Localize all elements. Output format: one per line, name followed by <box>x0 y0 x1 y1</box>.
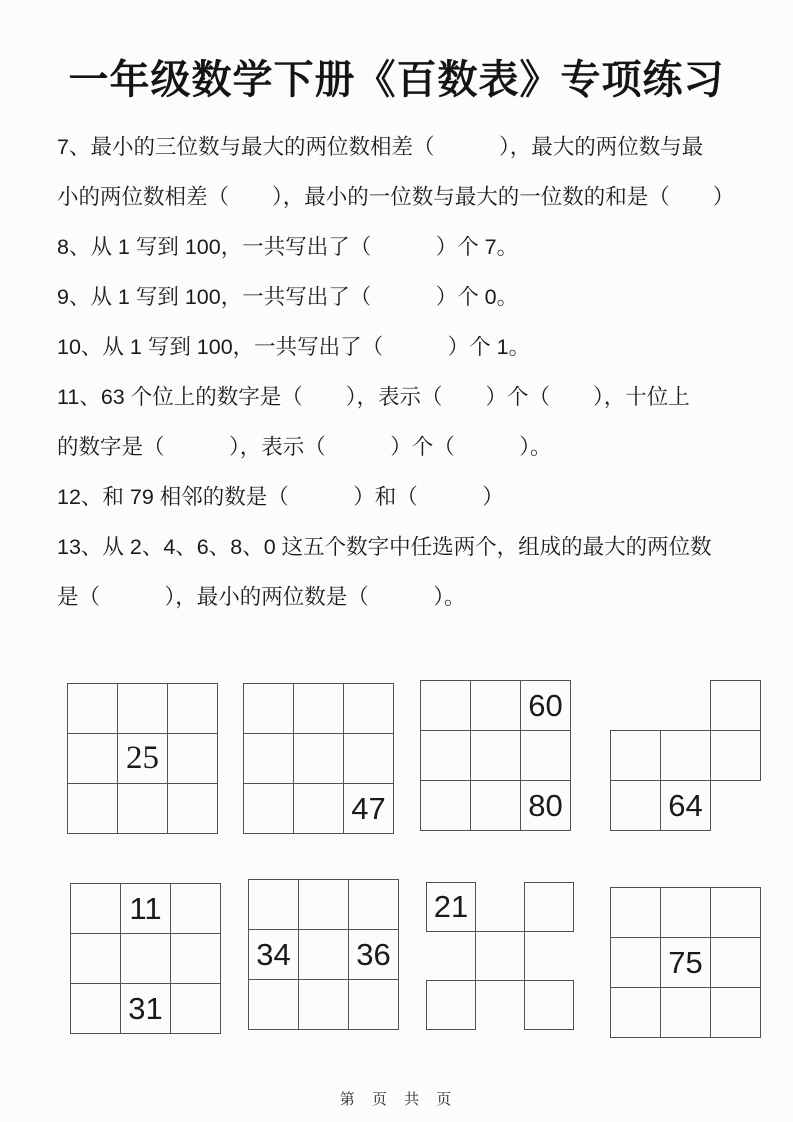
grid-cell-empty <box>299 930 349 980</box>
grid-cell-empty <box>168 684 218 734</box>
grid-cell-empty <box>661 731 711 781</box>
grid-cell-empty <box>421 731 471 781</box>
grid-cell-empty <box>71 884 121 934</box>
grid-cell-filled: 21 <box>427 883 476 932</box>
grid-cell-filled: 47 <box>344 784 394 834</box>
grid-cell-filled: 60 <box>521 681 571 731</box>
grid-cell-empty <box>471 681 521 731</box>
grid-cell-empty <box>349 880 399 930</box>
grid-cell-filled: 75 <box>661 938 711 988</box>
grid-cell-empty <box>299 980 349 1030</box>
grid-cell-empty <box>71 984 121 1034</box>
questions-section <box>57 122 747 622</box>
grid-8 <box>610 887 761 1038</box>
grid-cell-empty <box>525 981 574 1030</box>
grid-cell-empty <box>168 734 218 784</box>
grid-cell-empty <box>521 731 571 781</box>
question-11 <box>57 372 747 472</box>
grid-cell-empty <box>171 884 221 934</box>
grid-cell-empty <box>611 938 661 988</box>
grid-cell-empty <box>711 888 761 938</box>
grid-cell-empty <box>68 784 118 834</box>
grid-cell-empty <box>476 932 525 981</box>
page-footer: 第 页 共 页 <box>339 1091 454 1108</box>
grid-cell-empty <box>611 731 661 781</box>
grid-4 <box>610 680 761 831</box>
question-12 <box>57 472 747 522</box>
grid-cell-empty <box>427 981 476 1030</box>
question-8 <box>57 222 747 272</box>
grid-cell-empty <box>249 980 299 1030</box>
grid-cell-empty <box>244 734 294 784</box>
grid-cell-empty <box>121 934 171 984</box>
question-line: 8、从 1 写到 100，一共写出了（ ）个 7。 <box>57 235 519 259</box>
page-title: 一年级数学下册《百数表》专项练习 <box>68 58 725 102</box>
question-line: 是（ ），最小的两位数是（ ）。 <box>57 585 466 609</box>
grid-cell-filled: 64 <box>661 781 711 831</box>
grid-gap <box>711 781 761 831</box>
grid-cell-filled: 31 <box>121 984 171 1034</box>
grid-6 <box>248 879 399 1030</box>
grid-gap <box>661 681 711 731</box>
grid-cell-filled: 11 <box>121 884 171 934</box>
grid-cell-empty <box>611 988 661 1038</box>
grid-gap <box>525 932 574 981</box>
grid-cell-empty <box>711 988 761 1038</box>
grid-cell-filled: 80 <box>521 781 571 831</box>
question-line: 11、63 个位上的数字是（ ），表示（ ）个（ ），十位上 <box>57 385 690 409</box>
grid-cell-empty <box>471 781 521 831</box>
grid-cell-empty <box>294 734 344 784</box>
grid-cell-empty <box>244 784 294 834</box>
grid-cell-empty <box>294 684 344 734</box>
question-line: 13、从 2、4、6、8、0 这五个数字中任选两个，组成的最大的两位数 <box>57 535 712 559</box>
grid-gap <box>476 981 525 1030</box>
grid-cell-empty <box>244 684 294 734</box>
grid-7 <box>426 882 574 1030</box>
question-line: 7、最小的三位数与最大的两位数相差（ ），最大的两位数与最 <box>57 135 704 159</box>
question-13 <box>57 522 747 622</box>
question-line: 12、和 79 相邻的数是（ ）和（ ） <box>57 485 504 509</box>
grid-1 <box>67 683 218 834</box>
grid-cell-empty <box>421 781 471 831</box>
grid-cell-empty <box>68 734 118 784</box>
grid-cell-empty <box>525 883 574 932</box>
grid-cell-empty <box>299 880 349 930</box>
grid-cell-empty <box>71 934 121 984</box>
grid-cell-empty <box>68 684 118 734</box>
question-line: 的数字是（ ），表示（ ）个（ ）。 <box>57 435 552 459</box>
grid-cell-empty <box>471 731 521 781</box>
grid-gap <box>476 883 525 932</box>
question-10 <box>57 322 747 372</box>
grid-gap <box>427 932 476 981</box>
question-7 <box>57 122 747 222</box>
grid-cell-empty <box>171 934 221 984</box>
grid-cell-filled: 36 <box>349 930 399 980</box>
question-9 <box>57 272 747 322</box>
question-line: 10、从 1 写到 100，一共写出了（ ）个 1。 <box>57 335 531 359</box>
grid-cell-empty <box>661 888 711 938</box>
grid-cell-empty <box>711 681 761 731</box>
grid-cell-empty <box>611 888 661 938</box>
grid-cell-empty <box>711 731 761 781</box>
question-line: 9、从 1 写到 100，一共写出了（ ）个 0。 <box>57 285 519 309</box>
grid-cell-empty <box>171 984 221 1034</box>
grid-cell-empty <box>294 784 344 834</box>
grid-cell-empty <box>118 684 168 734</box>
grid-cell-empty <box>349 980 399 1030</box>
grid-cell-empty <box>249 880 299 930</box>
grid-cell-empty <box>118 784 168 834</box>
grid-cell-empty <box>344 684 394 734</box>
grid-2 <box>243 683 394 834</box>
grid-cell-empty <box>661 988 711 1038</box>
grid-cell-empty <box>344 734 394 784</box>
grid-gap <box>611 681 661 731</box>
question-line: 小的两位数相差（ ），最小的一位数与最大的一位数的和是（ ） <box>57 185 735 209</box>
grid-3 <box>420 680 571 831</box>
grid-cell-empty <box>711 938 761 988</box>
grid-cell-filled: 25 <box>118 734 168 784</box>
grid-cell-empty <box>611 781 661 831</box>
grid-cell-empty <box>168 784 218 834</box>
grid-5 <box>70 883 221 1034</box>
grid-cell-empty <box>421 681 471 731</box>
grid-cell-filled: 34 <box>249 930 299 980</box>
